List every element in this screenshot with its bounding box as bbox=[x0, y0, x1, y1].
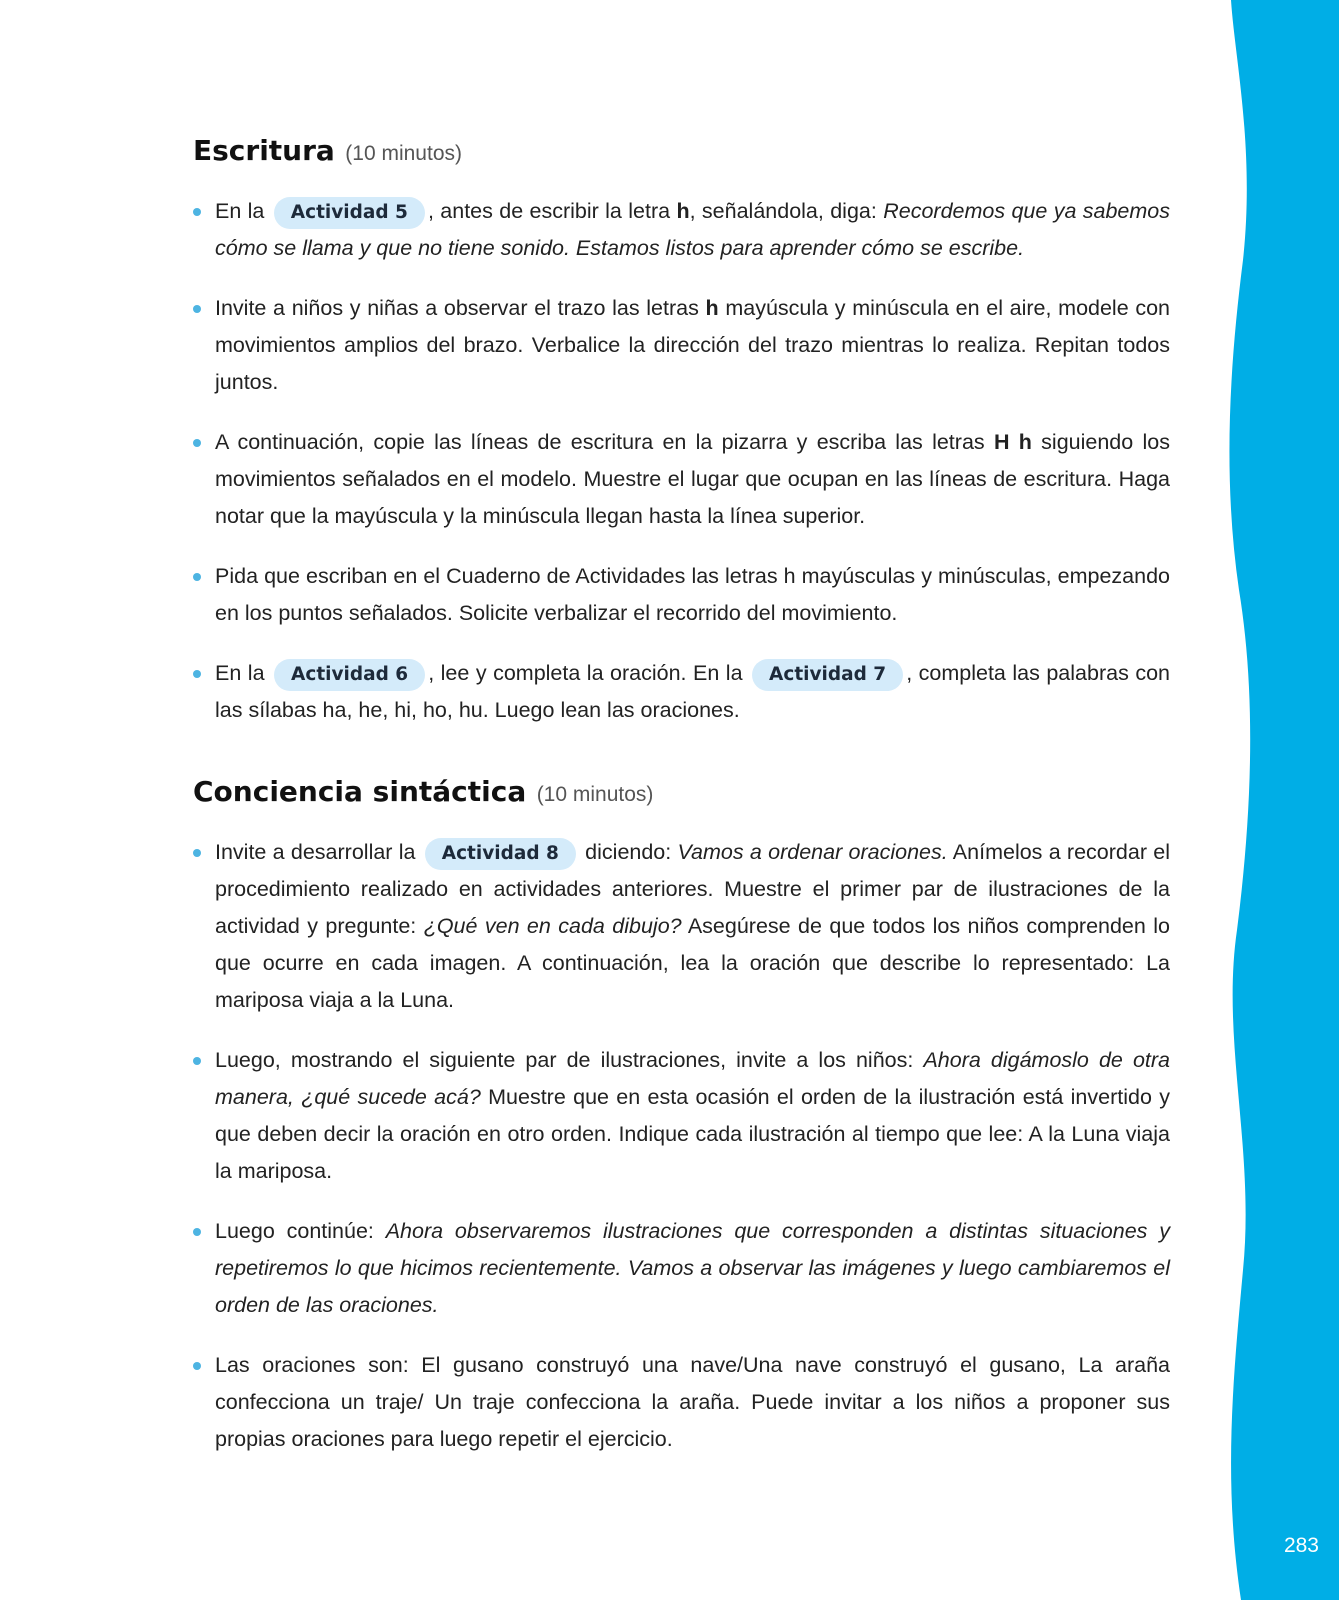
text-segment: Invite a desarrollar la bbox=[215, 840, 416, 864]
section-conciencia-sintactica bbox=[193, 773, 1170, 1458]
text-segment: diciendo: bbox=[578, 840, 678, 864]
section-heading bbox=[193, 773, 1170, 816]
text-segment: , antes de escribir la letra bbox=[427, 199, 677, 223]
italic-quote: Ahora observaremos ilustraciones que corresponden a distintas situaciones y repetiremos lo que hicimos recientemente. Vamos a observar las imágenes y luego cambiaremos el orden de las oraciones. bbox=[215, 1219, 1170, 1317]
bullet-list bbox=[193, 193, 1170, 729]
list-item bbox=[193, 424, 1170, 535]
italic-quote: Ahora digámoslo de otra manera, ¿qué sucede acá? bbox=[215, 1048, 1170, 1109]
bold-letter: h bbox=[705, 296, 719, 320]
list-item bbox=[193, 1213, 1170, 1324]
text-segment: , señalándola, diga: bbox=[689, 199, 884, 223]
text-segment: siguiendo los movimientos señalados en el modelo. Muestre el lugar que ocupan en las líneas de escritura. Haga notar que la mayúscula y la minúscula llegan hasta la línea superior. bbox=[215, 430, 1170, 528]
section-escritura bbox=[193, 132, 1170, 729]
text-segment: Luego continúe: bbox=[215, 1219, 386, 1243]
list-item bbox=[193, 290, 1170, 401]
italic-quote: Vamos a ordenar oraciones. bbox=[677, 840, 948, 864]
list-item bbox=[193, 1042, 1170, 1190]
text-segment: Las oraciones son: El gusano construyó una nave/Una nave construyó el gusano, La araña confecciona un traje/ Un traje confecciona la araña. Puede invitar a los niños a proponer sus propias oraciones para luego repetir el ejercicio. bbox=[215, 1353, 1170, 1451]
text-segment: Invite a niños y niñas a observar el trazo las letras bbox=[215, 296, 706, 320]
text-segment: Anímelos a recordar el procedimiento realizado en actividades anteriores. Muestre el primer par de ilustraciones de la actividad y pregunte: bbox=[215, 840, 1170, 938]
text-segment: En la bbox=[215, 199, 265, 223]
list-item bbox=[193, 834, 1170, 1019]
text-segment: , lee y completa la oración. En la bbox=[428, 661, 743, 685]
list-item bbox=[193, 1347, 1170, 1458]
decorative-side-band bbox=[1229, 0, 1339, 1600]
text-segment: Pida que escriban en el Cuaderno de Actividades las letras h mayúsculas y minúsculas, empezando en los puntos señalados. Solicite verbalizar el recorrido del movimiento. bbox=[215, 564, 1170, 625]
section-title: Conciencia sintáctica bbox=[193, 775, 527, 808]
italic-quote: Recordemos que ya sabemos cómo se llama y que no tiene sonido. Estamos listos para aprender cómo se escribe. bbox=[215, 199, 1171, 260]
activity-badge: Actividad 5 bbox=[274, 197, 425, 229]
text-segment: En la bbox=[215, 661, 265, 685]
italic-quote: ¿Qué ven en cada dibujo? bbox=[423, 914, 682, 938]
list-item bbox=[193, 655, 1170, 729]
list-item bbox=[193, 193, 1170, 267]
section-title: Escritura bbox=[193, 134, 335, 167]
page-content bbox=[193, 132, 1170, 1502]
section-heading bbox=[193, 132, 1170, 175]
bullet-list bbox=[193, 834, 1170, 1458]
text-segment: , completa las palabras con las sílabas ha, he, hi, ho, hu. Luego lean las oraciones. bbox=[215, 661, 1170, 722]
band-shape bbox=[1229, 0, 1339, 1600]
text-segment: A continuación, copie las líneas de escritura en la pizarra y escriba las letras bbox=[215, 430, 994, 454]
activity-badge: Actividad 6 bbox=[274, 659, 425, 691]
bold-letter: h bbox=[676, 199, 690, 223]
bold-letter: H h bbox=[993, 430, 1032, 454]
section-duration: (10 minutos) bbox=[345, 142, 462, 165]
text-segment: Asegúrese de que todos los niños comprenden lo que ocurre en cada imagen. A continuación, lea la oración que describe lo representado: La mariposa viaja a la Luna. bbox=[215, 914, 1170, 1012]
text-segment: mayúscula y minúscula en el aire, modele con movimientos amplios del brazo. Verbalice la dirección del trazo mientras lo realiza. Repitan todos juntos. bbox=[215, 296, 1171, 394]
list-item bbox=[193, 558, 1170, 632]
text-segment: Luego, mostrando el siguiente par de ilustraciones, invite a los niños: bbox=[215, 1048, 924, 1072]
section-duration: (10 minutos) bbox=[536, 783, 654, 806]
page-number: 283 bbox=[1283, 1534, 1319, 1557]
activity-badge: Actividad 7 bbox=[752, 659, 903, 691]
activity-badge: Actividad 8 bbox=[425, 838, 576, 870]
text-segment: Muestre que en esta ocasión el orden de la ilustración está invertido y que deben decir la oración en otro orden. Indique cada ilustración al tiempo que lee: A la Luna viaja la mariposa. bbox=[215, 1085, 1170, 1183]
